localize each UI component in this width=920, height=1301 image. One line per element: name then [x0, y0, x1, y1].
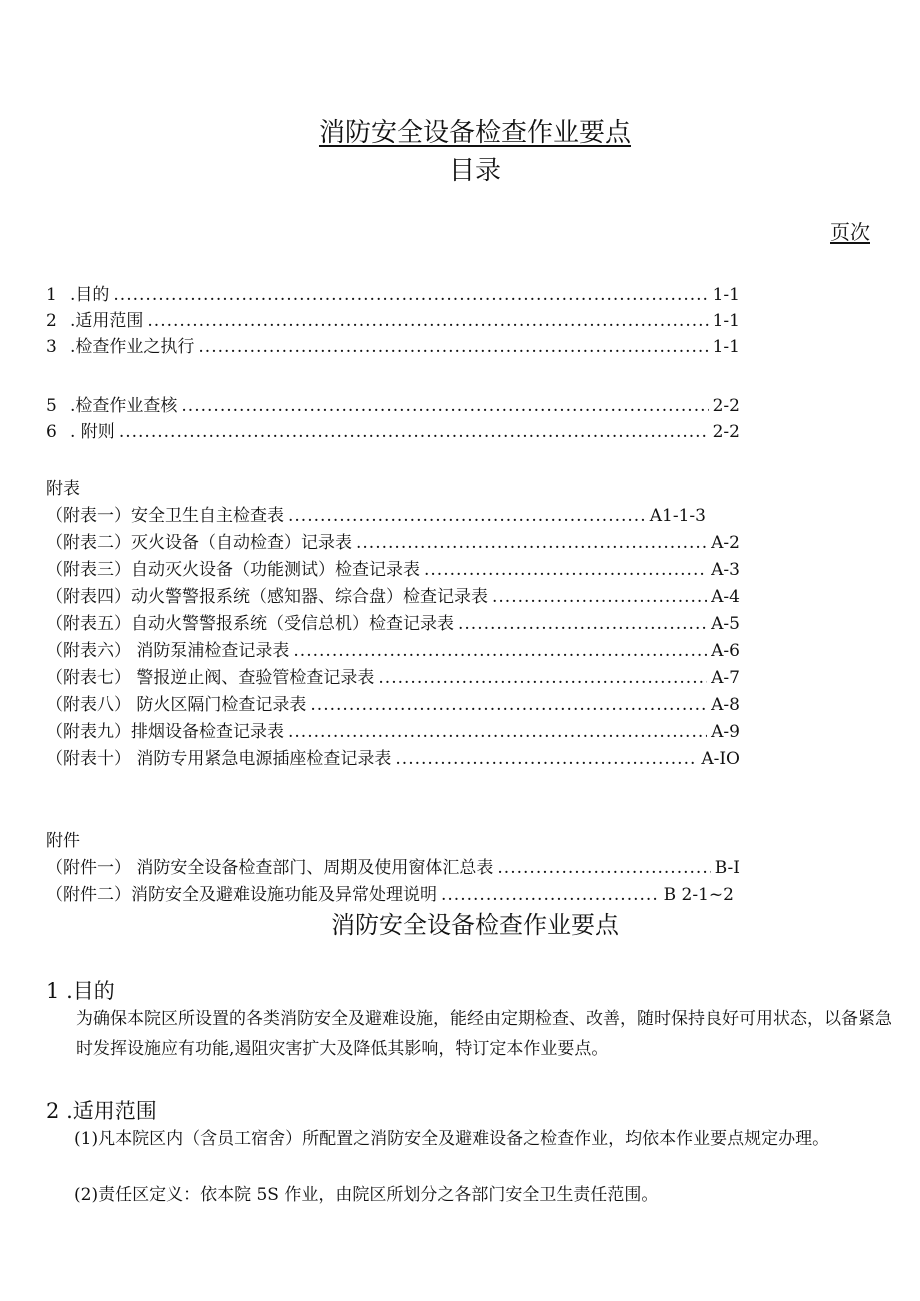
attachment-label: （附件二）消防安全及避难设施功能及异常处理说明: [46, 885, 437, 905]
attachment-label: （附件一） 消防安全设备检查部门、周期及使用窗体汇总表: [46, 858, 494, 878]
toc-number: 5: [46, 396, 57, 416]
toc-page: 1-1: [712, 311, 740, 331]
toc-leader-dots: [458, 614, 707, 634]
appendix-table-label: （附表九）排烟设备检查记录表: [46, 722, 284, 742]
toc-label: . 附则: [70, 422, 115, 442]
appendix-table-page: A-IO: [701, 749, 740, 769]
scope-item: (1)凡本院区内（含员工宿舍）所配置之消防安全及避难设备之检查作业，均依本作业要点规定办理。: [74, 1129, 830, 1149]
appendix-table-page: A-9: [711, 722, 740, 742]
toc-label: .目的: [70, 285, 110, 305]
appendix-table-label: （附表三）自动灭火设备（功能测试）检查记录表: [46, 560, 420, 580]
attachment-row: [46, 853, 740, 879]
section-heading: [46, 1095, 157, 1125]
toc-number: 1: [46, 285, 57, 305]
appendix-table-page: A-7: [711, 668, 740, 688]
appendix-table-label: （附表七） 警报逆止阀、查验管检查记录表: [46, 668, 375, 688]
appendix-table-page: A-4: [711, 587, 740, 607]
appendix-table-label: （附表六） 消防泵浦检查记录表: [46, 641, 290, 661]
appendix-table-row: [46, 582, 740, 608]
document-title: 消防安全设备检查作业要点: [318, 118, 631, 148]
toc-leader-dots: [492, 587, 707, 607]
toc-title: 目录: [448, 156, 501, 186]
toc-leader-dots: [181, 396, 708, 416]
toc-leader-dots: [378, 668, 707, 688]
appendix-table-page: A-6: [711, 641, 740, 661]
appendix-table-row: [46, 528, 740, 554]
section-number: 1: [46, 979, 60, 1003]
page-column-label: 页次: [830, 220, 870, 244]
toc-page: 2-2: [712, 396, 740, 416]
appendix-table-page: A-5: [711, 614, 740, 634]
attachment-row: [46, 880, 734, 906]
toc-leader-dots: [424, 560, 707, 580]
toc-page: 2-2: [712, 422, 740, 442]
section-paragraph: 为确保本院区所设置的各类消防安全及避难设施，能经由定期检查、改善，随时保持良好可用状态，以备紧急时发挥设施应有功能,遏阻灾害扩大及降低其影响，特订定本作业要点。: [76, 1009, 892, 1059]
toc-leader-dots: [293, 641, 707, 661]
toc-leader-dots: [147, 311, 708, 331]
toc-leader-dots: [119, 422, 709, 442]
appendix-table-label: （附表四）动火警警报系统（感知器、综合盘）检查记录表: [46, 587, 488, 607]
appendix-table-row: [46, 501, 706, 527]
toc-label: .检查作业查核: [70, 396, 178, 416]
appendix-table-label: （附表十） 消防专用紧急电源插座检查记录表: [46, 749, 392, 769]
appendix-table-page: A-8: [711, 695, 740, 715]
toc-row: [46, 280, 740, 306]
toc-number: 2: [46, 311, 57, 331]
section-heading: [46, 975, 115, 1005]
toc-page: 1-1: [712, 285, 740, 305]
toc-row: [46, 417, 740, 443]
section-number: 2: [46, 1099, 60, 1123]
appendix-table-page: A-3: [711, 560, 740, 580]
attachment-page: B 2-1~2: [663, 885, 734, 905]
toc-row: [46, 391, 740, 417]
appendix-tables-heading: 附表: [46, 479, 80, 499]
appendix-table-row: [46, 555, 740, 581]
appendix-table-row: [46, 717, 740, 743]
section-heading-text: .适用范围: [66, 1099, 157, 1123]
attachments-heading: 附件: [46, 831, 80, 851]
toc-row: [46, 332, 740, 358]
appendix-table-label: （附表五）自动火警警报系统（受信总机）检查记录表: [46, 614, 454, 634]
scope-item: (2)责任区定义：依本院 5S 作业，由院区所划分之各部门安全卫生责任范围。: [74, 1185, 659, 1205]
toc-label: .适用范围: [70, 311, 144, 331]
appendix-table-page: A1-1-3: [649, 506, 706, 526]
appendix-table-label: （附表八） 防火区隔门检查记录表: [46, 695, 307, 715]
toc-leader-dots: [395, 749, 697, 769]
toc-page: 1-1: [712, 337, 740, 357]
toc-leader-dots: [441, 885, 660, 905]
appendix-table-row: [46, 609, 740, 635]
toc-leader-dots: [356, 533, 707, 553]
toc-number: 3: [46, 337, 57, 357]
appendix-table-row: [46, 663, 740, 689]
appendix-table-page: A-2: [711, 533, 740, 553]
appendix-table-row: [46, 744, 740, 770]
toc-label: .检查作业之执行: [70, 337, 195, 357]
appendix-table-row: [46, 636, 740, 662]
toc-leader-dots: [497, 858, 710, 878]
toc-number: 6: [46, 422, 57, 442]
toc-leader-dots: [113, 285, 708, 305]
toc-leader-dots: [310, 695, 707, 715]
toc-leader-dots: [288, 722, 707, 742]
appendix-table-label: （附表一）安全卫生自主检查表: [46, 506, 284, 526]
appendix-table-row: [46, 690, 740, 716]
toc-leader-dots: [288, 506, 646, 526]
section-heading-text: .目的: [66, 979, 115, 1003]
body-title: 消防安全设备检查作业要点: [331, 911, 619, 939]
attachment-page: B-I: [714, 858, 740, 878]
toc-row: [46, 306, 740, 332]
toc-leader-dots: [198, 337, 708, 357]
appendix-table-label: （附表二）灭火设备（自动检查）记录表: [46, 533, 352, 553]
